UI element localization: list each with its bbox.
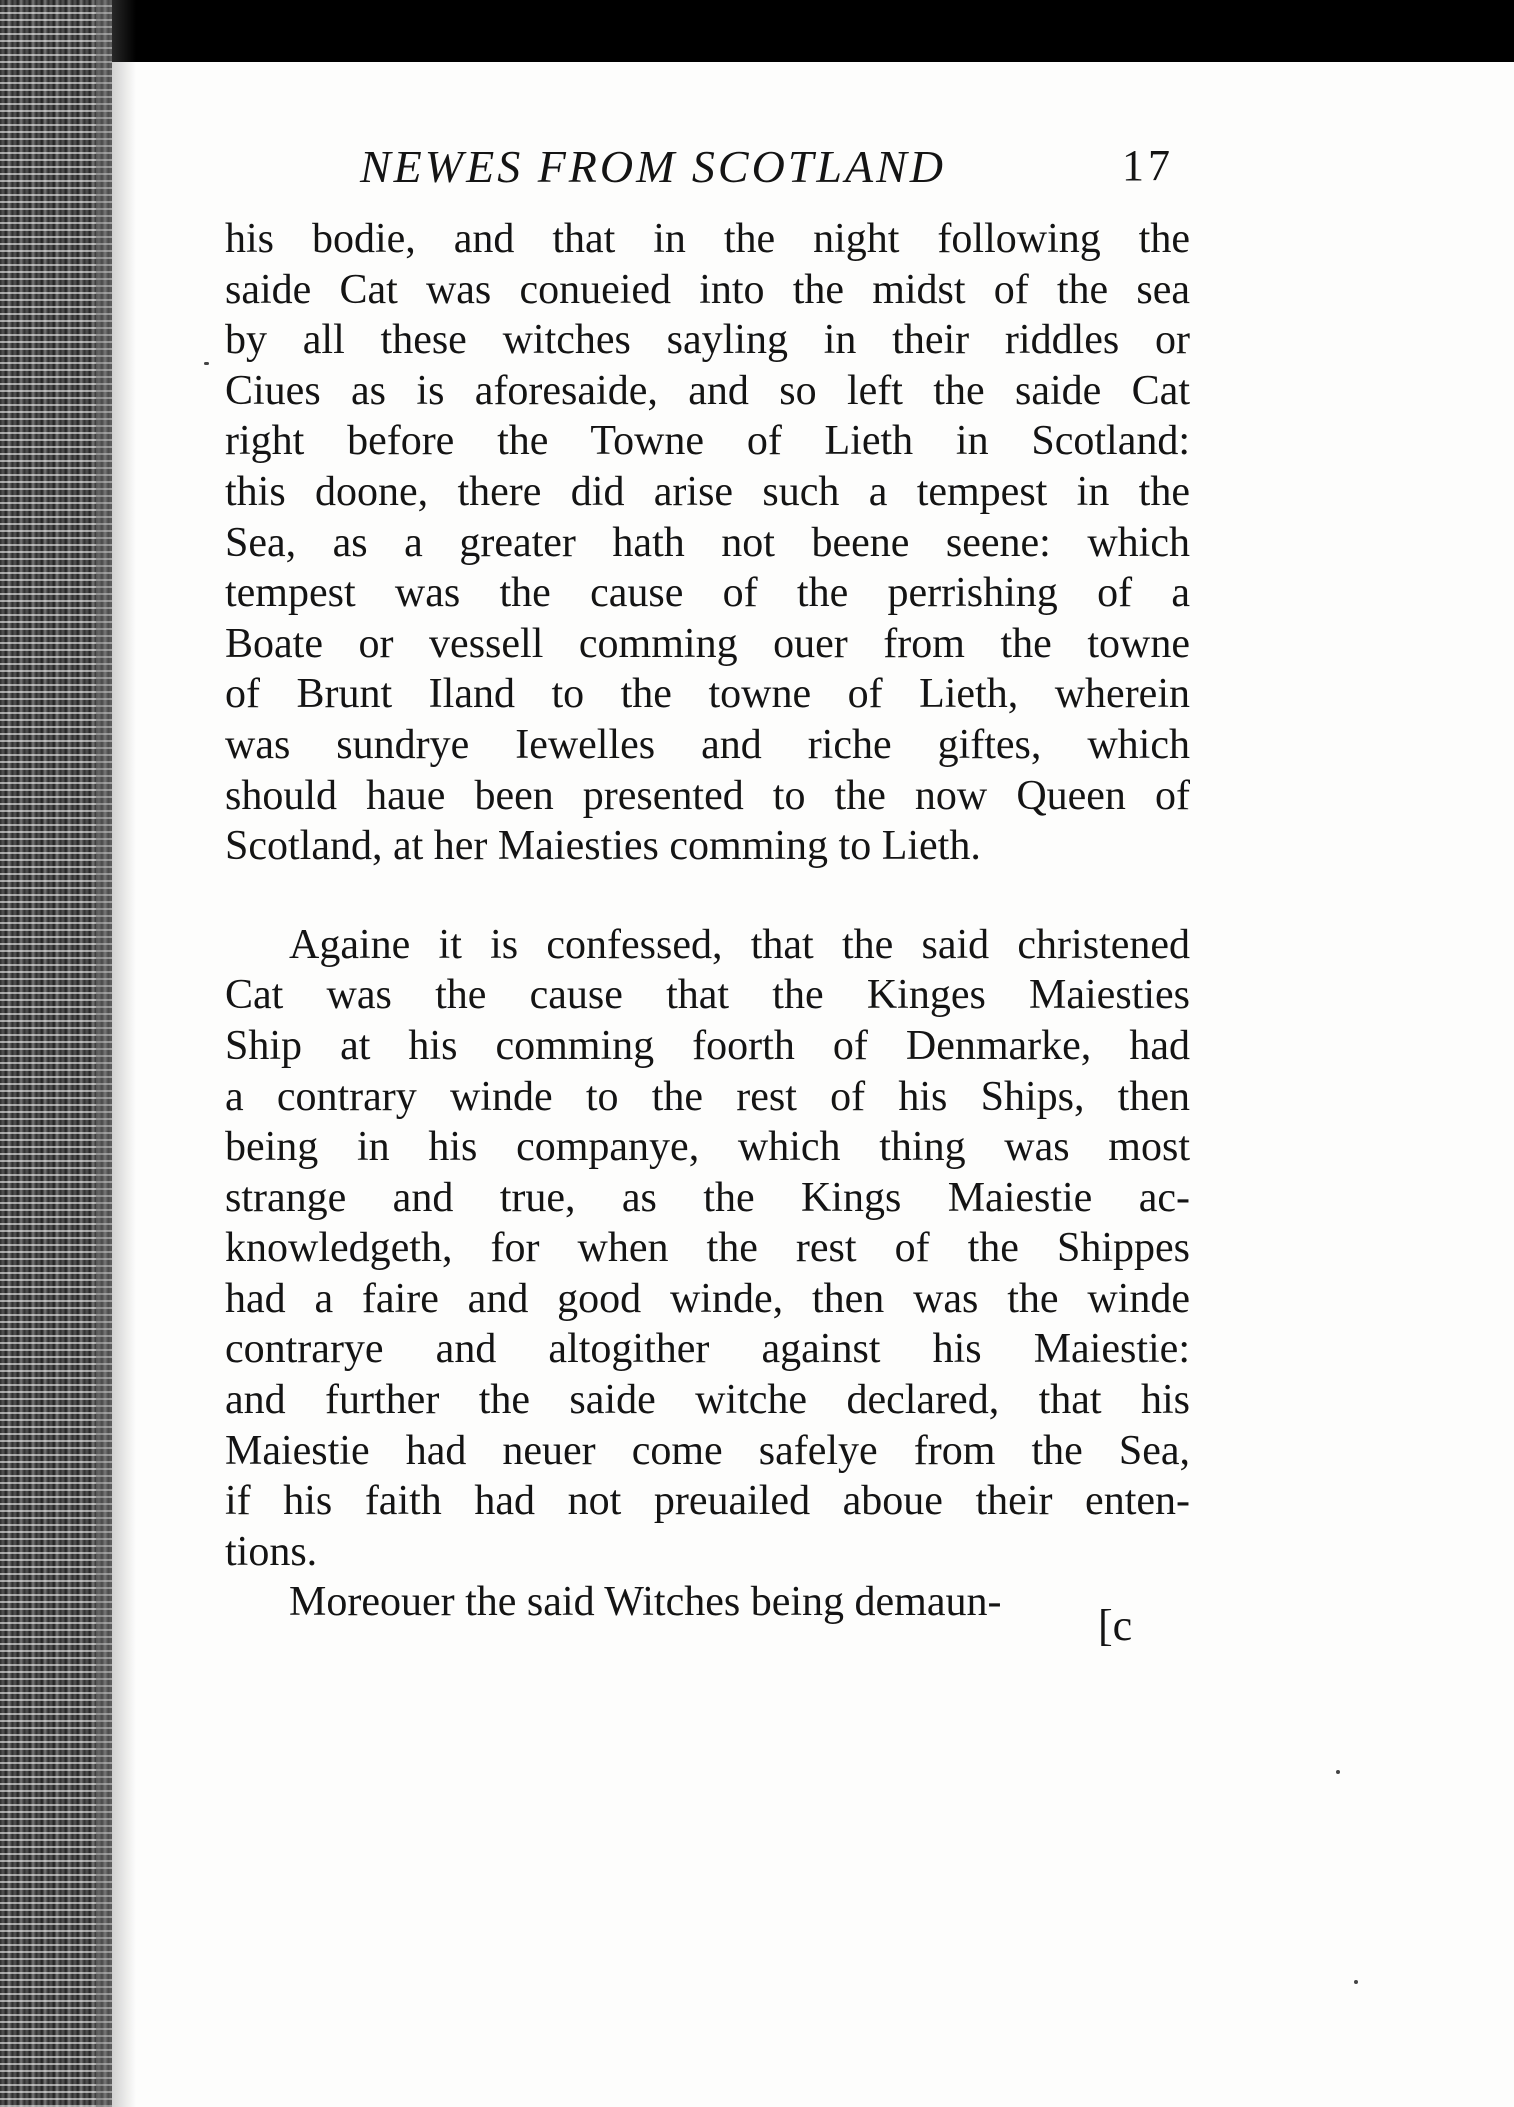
text-line: by all these witches sayling in their riddles or [225, 317, 1190, 364]
text-line: knowledgeth, for when the rest of the Shippes [225, 1225, 1190, 1272]
text-line: saide Cat was conueied into the midst of the sea [225, 266, 1190, 313]
text-line: should haue been presented to the now Queen of [225, 772, 1190, 819]
paragraph-gap [225, 872, 1190, 920]
scan-speck [204, 362, 209, 365]
catchword: [c [1098, 1601, 1133, 1650]
text-line: had a faire and good winde, then was the winde [225, 1275, 1190, 1322]
text-line: and further the saide witche declared, that his [225, 1377, 1190, 1424]
text-line: Boate or vessell comming ouer from the towne [225, 620, 1190, 667]
text-line: Scotland, at her Maiesties comming to Lieth. [225, 823, 981, 870]
text-line: of Brunt Iland to the towne of Lieth, wherein [225, 671, 1190, 718]
text-line: Againe it is confessed, that the said christened [289, 921, 1190, 968]
text-line: was sundrye Iewelles and riche giftes, which [225, 721, 1190, 768]
scan-speck [1336, 1770, 1340, 1774]
text-line: Sea, as a greater hath not beene seene: which [225, 519, 1190, 566]
running-title: NEWES FROM SCOTLAND [360, 141, 946, 192]
text-line: contrarye and altogither against his Maiestie: [225, 1326, 1190, 1373]
text-line: Ship at his comming foorth of Denmarke, had [225, 1022, 1190, 1069]
text-line: tions. [225, 1528, 318, 1575]
page-number: 17 [1122, 141, 1174, 190]
text-line: being in his companye, which thing was most [225, 1124, 1190, 1171]
text-line: Cat was the cause that the Kinges Maiesties [225, 972, 1190, 1019]
text-line: his bodie, and that in the night following the [225, 216, 1190, 262]
scan-speck [1354, 1980, 1358, 1984]
text-line: this doone, there did arise such a tempest in the [225, 468, 1190, 515]
text-line: Ciues as is aforesaide, and so left the saide Cat [225, 367, 1190, 414]
text-line: Moreouer the said Witches being demaun- [289, 1579, 1002, 1626]
text-line: strange and true, as the Kings Maiestie ac- [225, 1174, 1190, 1221]
spine-shadow [96, 0, 136, 2107]
text-line: if his faith had not preuailed aboue their enten- [225, 1478, 1190, 1525]
text-line: right before the Towne of Lieth in Scotland: [225, 418, 1190, 465]
text-line: a contrary winde to the rest of his Ships, then [225, 1073, 1190, 1120]
page-header [360, 140, 1190, 200]
text-line: Maiestie had neuer come safelye from the Sea, [225, 1427, 1190, 1474]
body-text [225, 214, 1190, 1628]
text-line: tempest was the cause of the perrishing of a [225, 570, 1190, 617]
scan-top-edge [0, 0, 1514, 62]
